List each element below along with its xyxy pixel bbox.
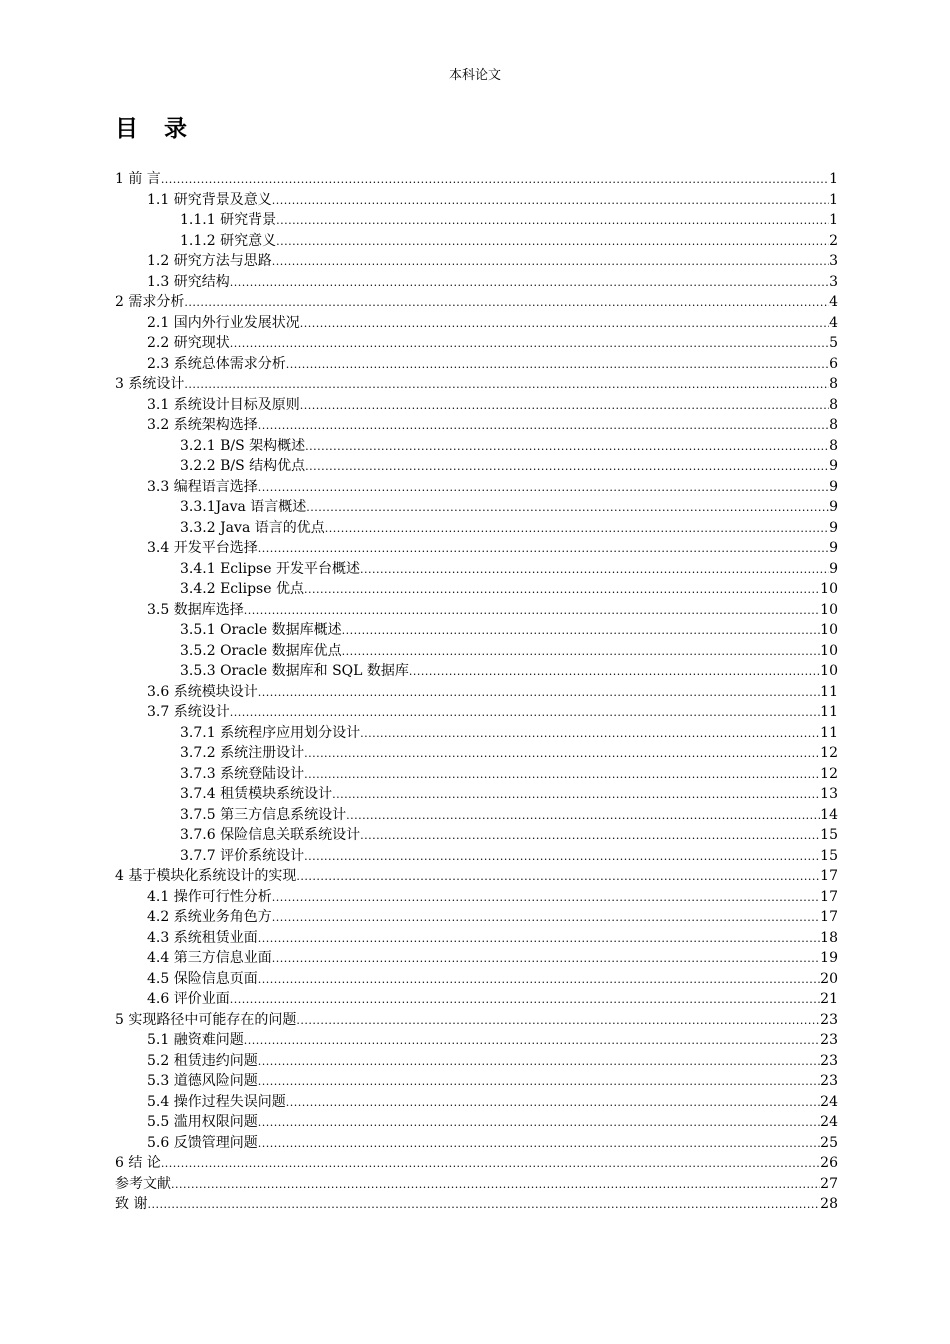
toc-dot-leader	[296, 1010, 820, 1032]
toc-entry-label: 3.2 系统架构选择	[147, 417, 258, 433]
toc-entry[interactable]	[115, 702, 838, 723]
toc-entry-label: 2 需求分析	[115, 294, 185, 310]
toc-entry[interactable]	[115, 477, 838, 498]
toc-entry[interactable]	[115, 313, 838, 334]
toc-dot-leader	[286, 354, 829, 376]
toc-entry-label: 3.7.5 第三方信息系统设计	[180, 806, 347, 823]
toc-dot-leader	[286, 1092, 820, 1114]
toc-entry-label: 3.5.1 Oracle 数据库概述	[180, 622, 342, 638]
toc-entry[interactable]	[115, 1153, 838, 1174]
toc-entry-label: 3.2.1 B/S 架构概述	[180, 437, 306, 454]
toc-entry-label: 1.2 研究方法与思路	[147, 253, 272, 269]
toc-entry-label: 3.4 开发平台选择	[147, 540, 258, 556]
toc-entry[interactable]	[115, 743, 838, 764]
toc-dot-leader	[230, 989, 820, 1011]
toc-entry[interactable]	[115, 579, 838, 600]
toc-entry[interactable]	[115, 333, 838, 354]
toc-entry-label: 1.1.1 研究背景	[180, 212, 277, 228]
toc-dot-leader	[360, 723, 820, 745]
running-header: 本科论文	[448, 68, 501, 83]
toc-entry-label: 1 前 言	[115, 171, 161, 187]
toc-entry-label: 3.7.6 保险信息关联系统设计	[180, 827, 361, 843]
toc-entry-label: 3.4.2 Eclipse 优点	[180, 581, 304, 597]
toc-dot-leader	[258, 477, 829, 499]
toc-entry-page-number: 26	[820, 1155, 838, 1171]
toc-dot-leader	[304, 579, 820, 601]
toc-entry-label: 5.5 滥用权限问题	[147, 1114, 258, 1130]
toc-entry[interactable]	[115, 907, 838, 928]
toc-entry-label: 3.4.1 Eclipse 开发平台概述	[180, 560, 360, 577]
toc-entry[interactable]	[115, 354, 838, 375]
toc-dot-leader	[304, 846, 820, 868]
toc-entry-page-number: 2	[829, 232, 838, 249]
toc-entry[interactable]	[115, 887, 838, 908]
toc-entry[interactable]	[115, 251, 838, 272]
toc-entry-page-number: 4	[829, 314, 838, 331]
toc-entry[interactable]	[115, 866, 838, 887]
toc-entry-page-number: 23	[820, 1073, 838, 1089]
toc-entry-label: 3.1 系统设计目标及原则	[147, 396, 300, 413]
toc-entry-label: 3.6 系统模块设计	[147, 683, 258, 700]
toc-entry[interactable]	[115, 210, 838, 231]
toc-dot-leader	[305, 436, 829, 458]
toc-entry[interactable]	[115, 1194, 838, 1215]
toc-dot-leader	[161, 169, 829, 191]
toc-entry[interactable]	[115, 723, 838, 744]
toc-entry[interactable]	[115, 415, 838, 436]
toc-entry-page-number: 11	[820, 724, 838, 741]
toc-entry[interactable]	[115, 190, 838, 211]
toc-dot-leader	[305, 456, 829, 478]
toc-dot-leader	[147, 1194, 820, 1216]
toc-entry-page-number: 23	[820, 1032, 838, 1048]
toc-entry-page-number: 3	[829, 273, 838, 290]
toc-entry-page-number: 10	[820, 663, 838, 679]
toc-dot-leader	[300, 395, 829, 417]
toc-title: 目 录	[115, 115, 197, 142]
toc-dot-leader	[272, 907, 820, 929]
toc-entry-page-number: 23	[820, 1052, 838, 1069]
toc-entry-label: 2.3 系统总体需求分析	[147, 355, 286, 372]
toc-entry-label: 4.3 系统租赁业面	[147, 929, 258, 946]
toc-entry-label: 3.7.3 系统登陆设计	[180, 765, 305, 782]
toc-entry-label: 4.6 评价业面	[147, 991, 230, 1007]
toc-entry-page-number: 21	[820, 991, 838, 1007]
toc-dot-leader	[272, 887, 820, 909]
toc-entry-label: 参考文献	[115, 1175, 171, 1192]
toc-dot-leader	[306, 497, 829, 519]
toc-entry-label: 3 系统设计	[115, 376, 185, 392]
toc-entry-page-number: 28	[820, 1196, 838, 1212]
toc-entry[interactable]	[115, 436, 838, 457]
toc-entry[interactable]	[115, 620, 838, 641]
toc-entry-label: 1.1.2 研究意义	[180, 232, 277, 249]
toc-entry-page-number: 9	[829, 478, 838, 495]
toc-dot-leader	[258, 1051, 820, 1073]
toc-entry-label: 3.5.3 Oracle 数据库和 SQL 数据库	[180, 663, 409, 679]
toc-entry-page-number: 11	[820, 683, 838, 700]
toc-entry-label: 3.5.2 Oracle 数据库优点	[180, 642, 342, 659]
toc-dot-leader	[304, 764, 820, 786]
toc-entry-label: 5.6 反馈管理问题	[147, 1134, 258, 1151]
toc-entry[interactable]	[115, 948, 838, 969]
toc-entry-label: 4.5 保险信息页面	[147, 970, 258, 987]
toc-dot-leader	[230, 272, 829, 294]
toc-entry[interactable]	[115, 784, 838, 805]
toc-entry-page-number: 8	[829, 437, 838, 454]
toc-entry-page-number: 18	[820, 929, 838, 946]
toc-entry-page-number: 17	[820, 888, 838, 905]
toc-entry[interactable]	[115, 374, 838, 395]
toc-entry-label: 4.2 系统业务角色方	[147, 909, 272, 925]
toc-entry-label: 3.3.2 Java 语言的优点	[180, 519, 325, 536]
toc-entry-page-number: 8	[829, 396, 838, 413]
toc-entry-page-number: 15	[820, 847, 838, 864]
toc-entry-label: 3.2.2 B/S 结构优点	[180, 458, 306, 474]
toc-entry-page-number: 10	[820, 601, 838, 618]
toc-entry-page-number: 11	[820, 704, 838, 720]
toc-dot-leader	[230, 702, 820, 724]
toc-dot-leader	[258, 682, 820, 704]
toc-entry-label: 2.2 研究现状	[147, 335, 230, 351]
toc-entry-page-number: 17	[820, 868, 838, 884]
toc-entry[interactable]	[115, 600, 838, 621]
toc-entry-page-number: 1	[829, 191, 838, 208]
toc-entry-label: 5.1 融资难问题	[147, 1032, 244, 1048]
toc-dot-leader	[409, 661, 820, 683]
toc-dot-leader	[258, 1133, 820, 1155]
toc-entry[interactable]	[115, 846, 838, 867]
toc-entry[interactable]	[115, 1174, 838, 1195]
toc-entry-label: 5.3 道德风险问题	[147, 1073, 258, 1089]
toc-entry-page-number: 9	[829, 540, 838, 556]
toc-entry-page-number: 1	[829, 212, 838, 228]
toc-entry[interactable]	[115, 825, 838, 846]
toc-entry[interactable]	[115, 1051, 838, 1072]
toc-entry[interactable]	[115, 661, 838, 682]
toc-entry[interactable]	[115, 497, 838, 518]
toc-entry-page-number: 25	[820, 1134, 838, 1151]
toc-entry[interactable]	[115, 764, 838, 785]
toc-dot-leader	[258, 538, 829, 560]
toc-dot-leader	[161, 1153, 820, 1175]
toc-entry[interactable]	[115, 1030, 838, 1051]
toc-entry-page-number: 20	[820, 970, 838, 987]
toc-dot-leader	[171, 1174, 820, 1196]
toc-entry-page-number: 3	[829, 253, 838, 269]
toc-entry[interactable]	[115, 928, 838, 949]
toc-entry[interactable]	[115, 1112, 838, 1133]
toc-dot-leader	[244, 600, 820, 622]
toc-entry-label: 3.7.1 系统程序应用划分设计	[180, 724, 361, 741]
toc-entry-label: 3.7.7 评价系统设计	[180, 847, 305, 864]
toc-entry-page-number: 27	[820, 1175, 838, 1192]
toc-dot-leader	[276, 231, 829, 253]
toc-entry-page-number: 10	[820, 642, 838, 659]
toc-entry-label: 3.3.1Java 语言概述	[180, 499, 307, 515]
toc-entry-page-number: 4	[829, 294, 838, 310]
toc-entry-label: 3.3 编程语言选择	[147, 478, 258, 495]
toc-entry-label: 1.1 研究背景及意义	[147, 191, 272, 208]
toc-entry[interactable]	[115, 969, 838, 990]
toc-list	[115, 169, 838, 1215]
toc-entry-page-number: 8	[829, 417, 838, 433]
toc-entry-label: 2.1 国内外行业发展状况	[147, 314, 300, 331]
toc-entry-page-number: 13	[820, 786, 838, 802]
toc-entry-page-number: 6	[829, 355, 838, 372]
toc-entry-page-number: 19	[820, 950, 838, 966]
toc-dot-leader	[184, 292, 829, 314]
toc-entry[interactable]	[115, 292, 838, 313]
toc-entry[interactable]	[115, 169, 838, 190]
toc-dot-leader	[360, 559, 829, 581]
toc-entry-page-number: 17	[820, 909, 838, 925]
toc-dot-leader	[304, 743, 820, 765]
toc-entry[interactable]	[115, 989, 838, 1010]
toc-dot-leader	[230, 333, 829, 355]
toc-entry-page-number: 9	[829, 499, 838, 515]
toc-dot-leader	[276, 210, 829, 232]
toc-entry[interactable]	[115, 559, 838, 580]
toc-entry[interactable]	[115, 272, 838, 293]
toc-dot-leader	[342, 641, 821, 663]
toc-dot-leader	[272, 190, 829, 212]
toc-entry-label: 1.3 研究结构	[147, 273, 230, 290]
toc-dot-leader	[258, 969, 820, 991]
toc-entry-label: 3.7.4 租赁模块系统设计	[180, 786, 333, 802]
toc-dot-leader	[325, 518, 829, 540]
toc-entry-label: 4.4 第三方信息业面	[147, 950, 272, 966]
toc-entry[interactable]	[115, 682, 838, 703]
toc-dot-leader	[272, 948, 820, 970]
toc-entry-page-number: 12	[820, 745, 838, 761]
toc-dot-leader	[258, 1112, 820, 1134]
toc-entry[interactable]	[115, 641, 838, 662]
toc-entry-page-number: 12	[820, 765, 838, 782]
toc-entry-page-number: 9	[829, 519, 838, 536]
toc-entry-page-number: 15	[820, 827, 838, 843]
toc-dot-leader	[332, 784, 820, 806]
toc-entry-page-number: 23	[820, 1011, 838, 1028]
toc-entry-page-number: 1	[829, 171, 838, 187]
toc-entry-label: 4.1 操作可行性分析	[147, 888, 272, 905]
toc-entry[interactable]	[115, 456, 838, 477]
toc-entry[interactable]	[115, 1010, 838, 1031]
toc-entry-label: 6 结 论	[115, 1155, 161, 1171]
toc-entry-page-number: 10	[820, 581, 838, 597]
toc-entry-page-number: 24	[820, 1093, 838, 1110]
toc-entry[interactable]	[115, 805, 838, 826]
toc-dot-leader	[346, 805, 820, 827]
toc-entry-page-number: 5	[829, 335, 838, 351]
toc-entry[interactable]	[115, 395, 838, 416]
toc-entry-page-number: 10	[820, 622, 838, 638]
toc-entry[interactable]	[115, 1071, 838, 1092]
toc-dot-leader	[296, 866, 820, 888]
toc-entry-label: 5 实现路径中可能存在的问题	[115, 1011, 297, 1028]
toc-entry-label: 3.5 数据库选择	[147, 601, 244, 618]
toc-entry[interactable]	[115, 538, 838, 559]
toc-entry-label: 5.2 租赁违约问题	[147, 1052, 258, 1069]
toc-entry[interactable]	[115, 1133, 838, 1154]
toc-dot-leader	[244, 1030, 820, 1052]
toc-dot-leader	[272, 251, 829, 273]
toc-entry-page-number: 9	[829, 458, 838, 474]
toc-entry-page-number: 14	[820, 806, 838, 823]
toc-entry-label: 5.4 操作过程失误问题	[147, 1093, 286, 1110]
toc-entry-page-number: 8	[829, 376, 838, 392]
toc-entry[interactable]	[115, 518, 838, 539]
toc-dot-leader	[184, 374, 829, 396]
toc-entry-label: 致 谢	[115, 1196, 148, 1212]
toc-dot-leader	[300, 313, 829, 335]
toc-dot-leader	[258, 1071, 820, 1093]
toc-entry-page-number: 24	[820, 1114, 838, 1130]
toc-entry-label: 3.7.2 系统注册设计	[180, 745, 305, 761]
toc-dot-leader	[360, 825, 820, 847]
toc-entry[interactable]	[115, 1092, 838, 1113]
toc-entry-page-number: 9	[829, 560, 838, 577]
toc-dot-leader	[342, 620, 821, 642]
toc-entry-label: 3.7 系统设计	[147, 704, 230, 720]
toc-dot-leader	[258, 928, 820, 950]
toc-entry[interactable]	[115, 231, 838, 252]
toc-dot-leader	[258, 415, 829, 437]
toc-entry-label: 4 基于模块化系统设计的实现	[115, 868, 297, 884]
